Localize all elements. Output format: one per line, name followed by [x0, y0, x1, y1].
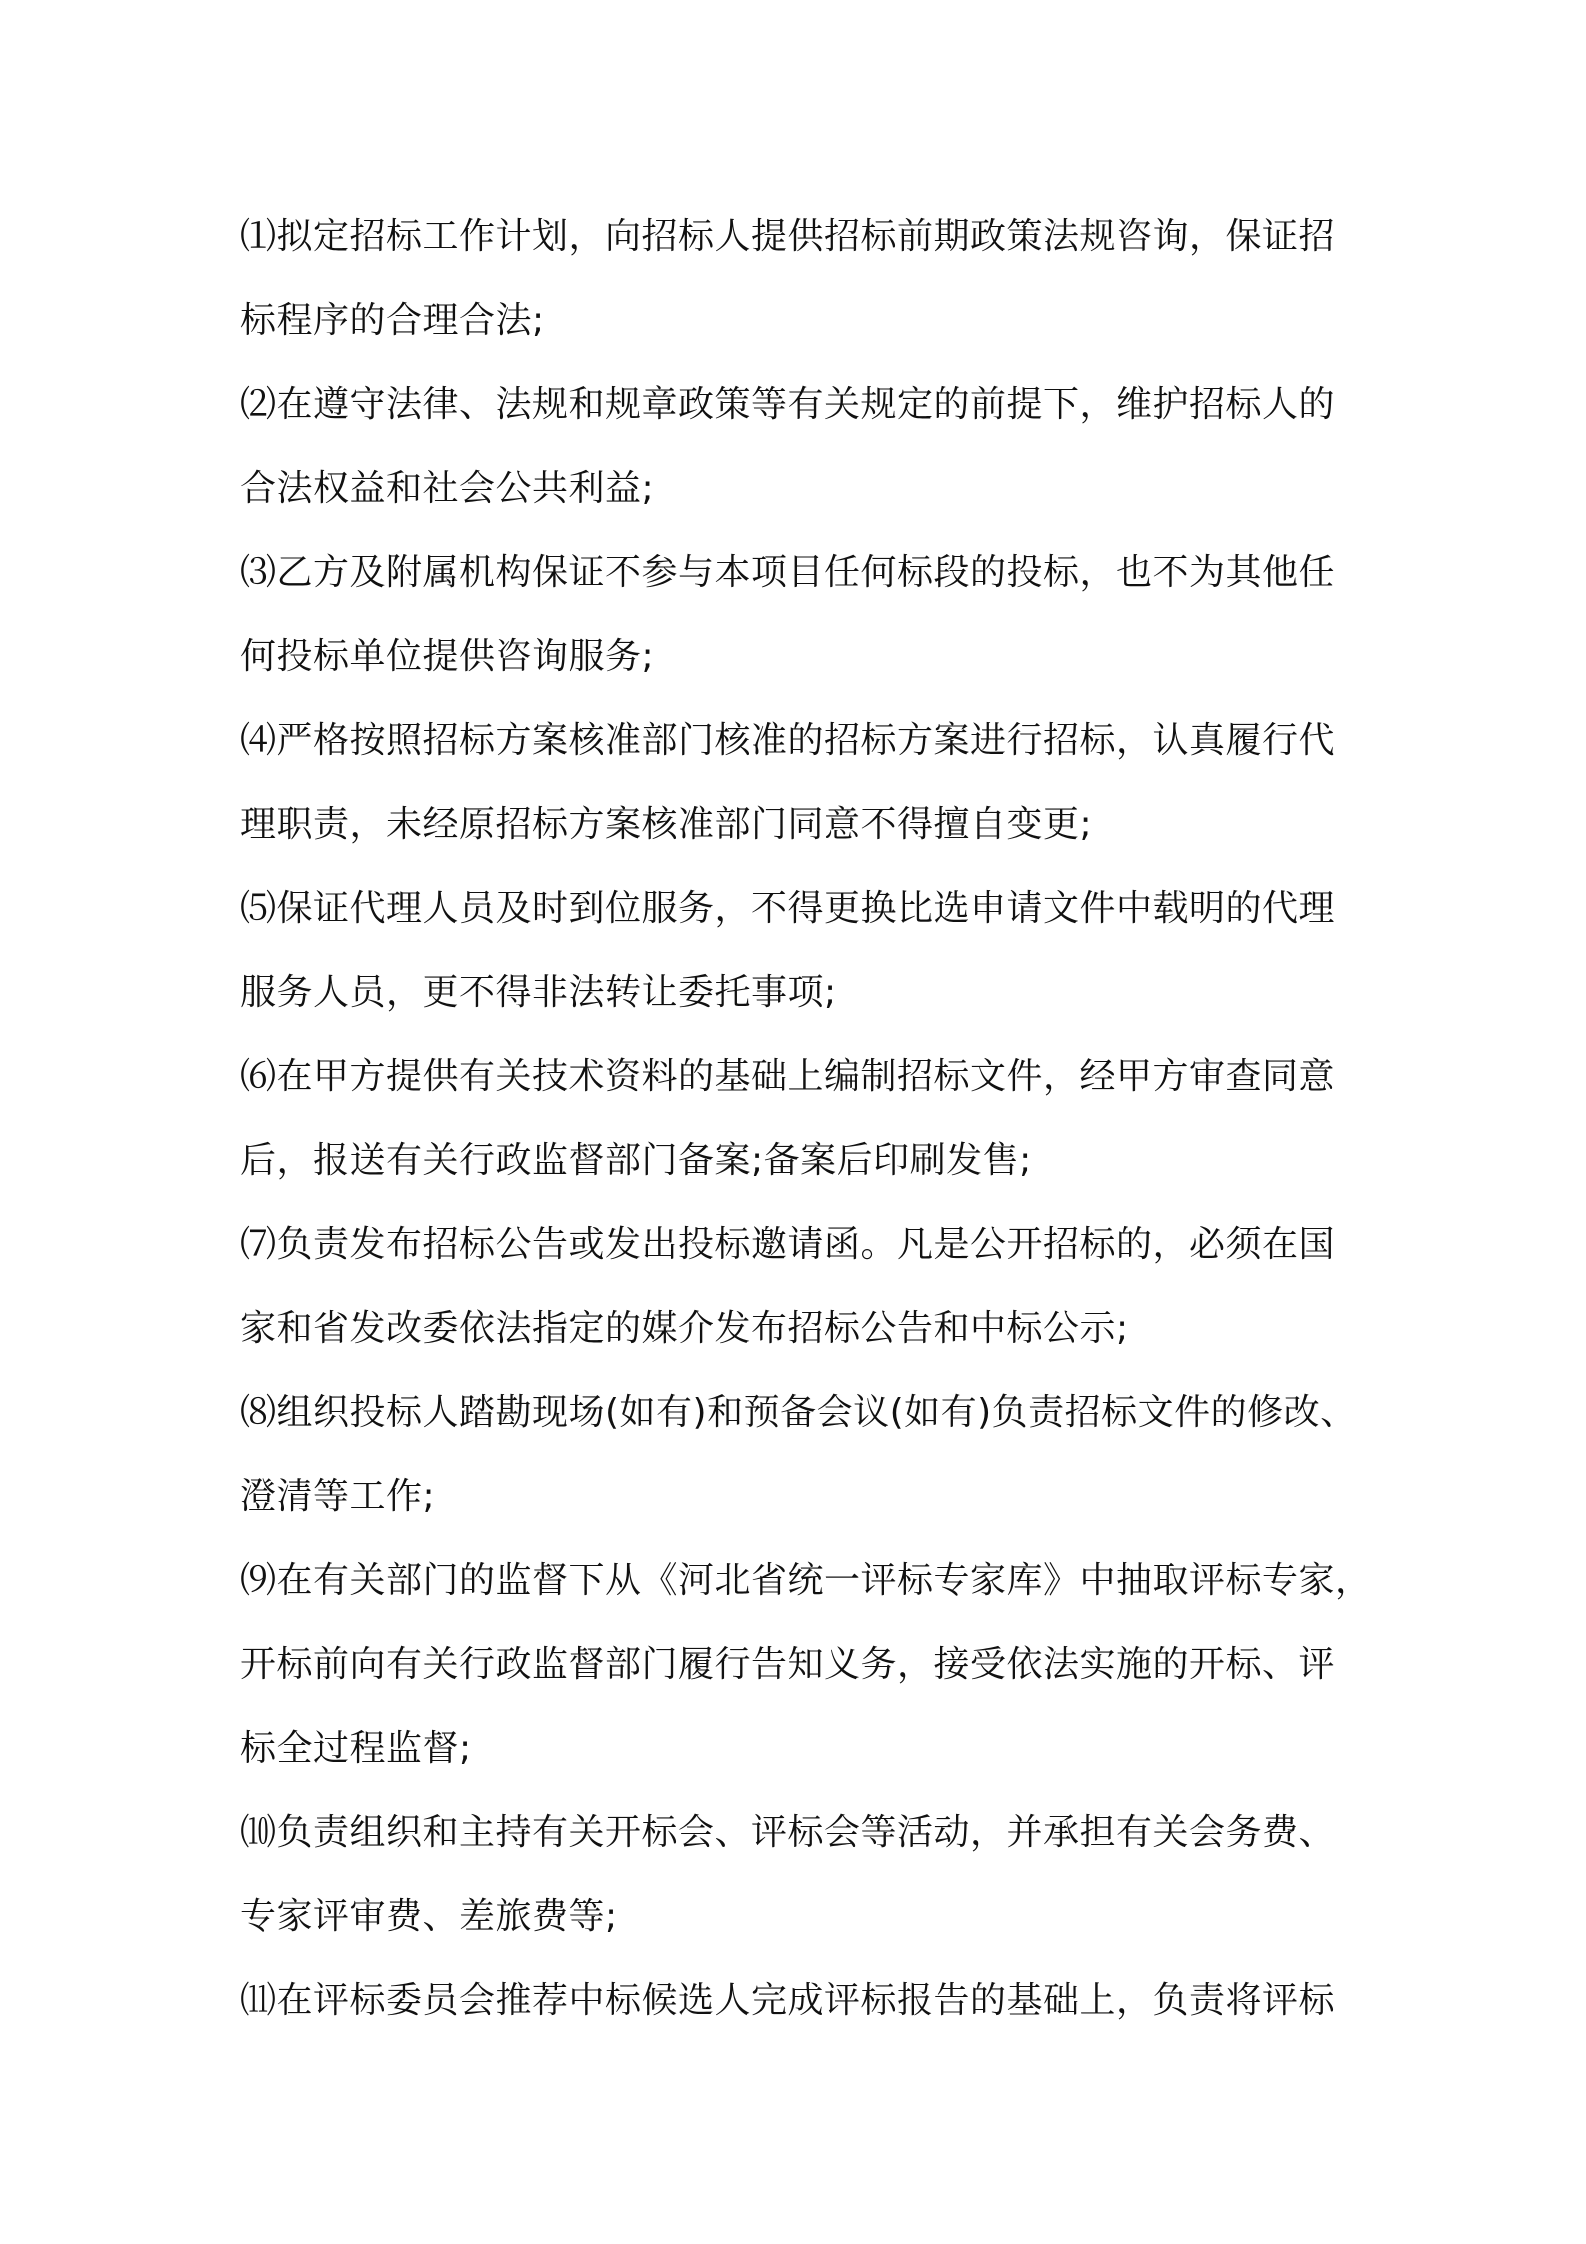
text-line: 标程序的合理合法; [240, 300, 545, 341]
document-body [240, 195, 1372, 2043]
text-line: 标全过程监督; [240, 1728, 472, 1769]
text-line: 合法权益和社会公共利益; [240, 468, 655, 509]
text-line: ⑵在遵守法律、法规和规章政策等有关规定的前提下，维护招标人的 [240, 384, 1336, 425]
text-line: 理职责，未经原招标方案核准部门同意不得擅自变更; [240, 804, 1093, 845]
text-line: ⑴拟定招标工作计划，向招标人提供招标前期政策法规咨询，保证招 [240, 216, 1336, 257]
text-line: ⑶乙方及附属机构保证不参与本项目任何标段的投标，也不为其他任 [240, 552, 1336, 593]
text-line: 家和省发改委依法指定的媒介发布招标公告和中标公示; [240, 1308, 1129, 1349]
text-line: ⑺负责发布招标公告或发出投标邀请函。凡是公开招标的，必须在国 [240, 1224, 1336, 1265]
text-line: 澄清等工作; [240, 1476, 436, 1517]
text-line: ⑹在甲方提供有关技术资料的基础上编制招标文件，经甲方审查同意 [240, 1056, 1336, 1097]
text-line: 服务人员，更不得非法转让委托事项; [240, 972, 837, 1013]
text-line: ⑾在评标委员会推荐中标候选人完成评标报告的基础上，负责将评标 [240, 1980, 1336, 2021]
text-line: 后，报送有关行政监督部门备案;备案后印刷发售; [240, 1140, 1032, 1181]
text-line: ⑷严格按照招标方案核准部门核准的招标方案进行招标，认真履行代 [240, 720, 1336, 761]
text-line: ⑻组织投标人踏勘现场(如有)和预备会议(如有)负责招标文件的修改、 [240, 1392, 1357, 1433]
text-line: ⑸保证代理人员及时到位服务，不得更换比选申请文件中载明的代理 [240, 888, 1336, 929]
text-line: 专家评审费、差旅费等; [240, 1896, 618, 1937]
text-line: ⑽负责组织和主持有关开标会、评标会等活动，并承担有关会务费、 [240, 1812, 1336, 1853]
text-line: 何投标单位提供咨询服务; [240, 636, 655, 677]
text-line: 开标前向有关行政监督部门履行告知义务，接受依法实施的开标、评 [240, 1644, 1336, 1685]
text-line: ⑼在有关部门的监督下从《河北省统一评标专家库》中抽取评标专家， [240, 1560, 1372, 1601]
